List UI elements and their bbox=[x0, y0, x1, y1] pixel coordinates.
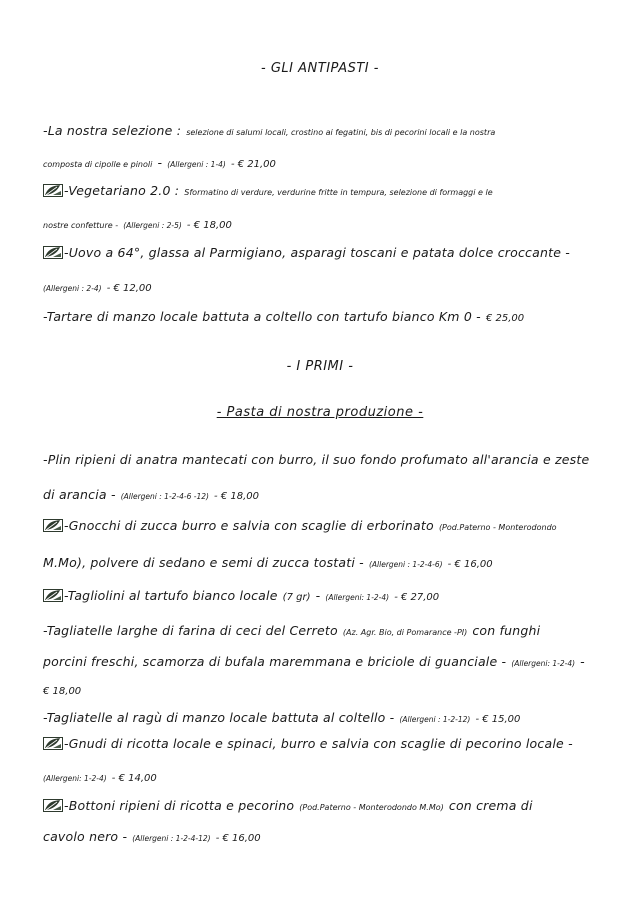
antipasto-uovo-line1: -Uovo a 64°, glassa al Parmigiano, asparagi toscani e patata dolce croccante - bbox=[43, 244, 570, 260]
primo-tagliatelle-ceci-line1: -Tagliatelle larghe di farina di ceci del Cerreto (Az. Agr. Bio, di Pomarance -PI) con funghi bbox=[43, 623, 541, 638]
primo-plin-line1: -Plin ripieni di anatra mantecati con burro, il suo fondo profumato all'arancia e zeste bbox=[43, 452, 590, 467]
primo-tagliolini: -Tagliolini al tartufo bianco locale (7 gr) - (Allergeni: 1-2-4) - € 27,00 bbox=[43, 587, 439, 603]
primo-plin-line2: di arancia - (Allergeni : 1-2-4-6 -12) - € 18,00 bbox=[43, 487, 260, 502]
antipasto-uovo-line2: (Allergeni : 2-4) - € 12,00 bbox=[43, 283, 152, 294]
leaf-icon bbox=[43, 589, 63, 602]
antipasto-tartare: -Tartare di manzo locale battuta a coltello con tartufo bianco Km 0 - € 25,00 bbox=[43, 309, 525, 324]
primo-bottoni-line2: cavolo nero - (Allergeni : 1-2-4-12) - € 16,00 bbox=[43, 829, 261, 844]
primo-tagliatelle-ragu: -Tagliatelle al ragù di manzo locale battuta al coltello - (Allergeni : 1-2-12) - € 15,00 bbox=[43, 710, 521, 725]
leaf-icon bbox=[43, 246, 63, 259]
primi-title: - I PRIMI - bbox=[286, 359, 354, 374]
leaf-icon bbox=[43, 737, 63, 750]
primo-tagliatelle-ceci-line2: porcini freschi, scamorza di bufala maremmana e briciole di guanciale - (Allergeni: 1-2-4) - bbox=[43, 654, 585, 669]
antipasti-title: - GLI ANTIPASTI - bbox=[261, 61, 379, 76]
primo-tagliatelle-ceci-price: € 18,00 bbox=[43, 686, 82, 697]
leaf-icon bbox=[43, 799, 63, 812]
leaf-icon bbox=[43, 184, 63, 197]
antipasto-vegetariano-line2: nostre confetture - (Allergeni : 2-5) - € 18,00 bbox=[43, 220, 232, 231]
antipasto-selezione-line1: -La nostra selezione : selezione di salumi locali, crostino ai fegatini, bis di pecorini locali e la nostra bbox=[43, 123, 496, 138]
primo-gnocchi-line2: M.Mo), polvere di sedano e semi di zucca tostati - (Allergeni : 1-2-4-6) - € 16,00 bbox=[43, 555, 493, 570]
primo-gnocchi-line1: -Gnocchi di zucca burro e salvia con scaglie di erborinato (Pod.Paterno - Monterodondo bbox=[43, 517, 557, 533]
antipasto-selezione-line2: composta di cipolle e pinoli - (Allergeni : 1-4) - € 21,00 bbox=[43, 155, 276, 170]
primo-bottoni-line1: -Bottoni ripieni di ricotta e pecorino (Pod.Paterno - Monterodondo M.Mo) con crema di bbox=[43, 797, 533, 813]
leaf-icon bbox=[43, 519, 63, 532]
antipasto-vegetariano-line1: -Vegetariano 2.0 : Sformatino di verdure, verdurine fritte in tempura, selezione di formaggi e le bbox=[43, 182, 493, 198]
primi-subtitle: - Pasta di nostra produzione - bbox=[216, 405, 424, 420]
primo-gnudi-line2: (Allergeni: 1-2-4) - € 14,00 bbox=[43, 773, 157, 784]
primo-gnudi-line1: -Gnudi di ricotta locale e spinaci, burro e salvia con scaglie di pecorino locale - bbox=[43, 735, 573, 751]
